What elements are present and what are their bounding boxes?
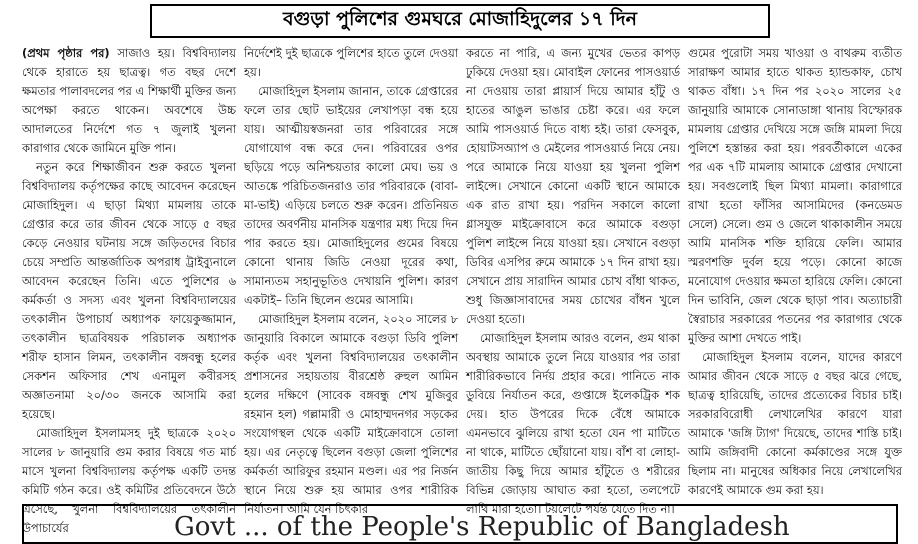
paragraph: মোজাহিদুল ইসলাম বলেন, যাদের কারণে আমার জীবন থেকে সাড়ে ৫ বছর ঝরে গেছে, ছাত্রত্ব হারিয়েছি, তাদের প্রত্যেকের বিচার চাই। সরকারবিরোধী লেখালেখির কারণে যারা আমাকে 'জঙ্গি ট্যাগ' দিয়েছে, তাদের শাস্তি চাই। আমি জঙ্গিবাদী কোনো কর্মকাণ্ডের সঙ্গে যুক্ত ছিলাম না। মানুষের অধিকার নিয়ে লেখালেখির কারণেই আমাকে গুম করা হয়। xyxy=(688,350,902,497)
paragraph: নতুন করে শিক্ষাজীবন শুরু করতে খুলনা বিশ্ববিদ্যালয় কর্তৃপক্ষের কাছে আবেদন করেছেন মোজাহিদুল। এ ছাড়া মিথ্যা মামলায় তাকে গ্রেপ্তার করে তার জীবন থেকে সাড়ে ৫ বছর কেড়ে নেওয়ার ঘটনায় সঙ্গে জড়িতদের বিচার চেয়ে সম্প্রতি আন্তর্জাতিক অপরাধ ট্রাইব্যুনালে আবেদন করেছেন তিনি। এতে পুলিশের ৬ কর্মকর্তা ও সদস্য এবং খুলনা বিশ্ববিদ্যালয়ের তৎকালীন উপাচার্য অধ্যাপক ফায়েকুজ্জামান, তৎকালীন ছাত্রবিষয়ক পরিচালক অধ্যাপক শরীফ হাসান লিমন, তৎকালীন বঙ্গবন্ধু হলের সেকশন অফিসার শেখ এনামুল কবীরসহ অজ্ঞাতনামা ২০/৩০ জনকে আসামি করা হয়েছে। xyxy=(22,160,236,421)
footer-text: Govt ... of the People's Republic of Bangladesh xyxy=(174,512,790,542)
paragraph: নির্দেশেই দুই ছাত্রকে পুলিশের হাতে তুলে দেওয়া হয়। xyxy=(244,46,458,79)
paragraph: গুমের পুরোটা সময় খাওয়া ও বাথরুম ব্যতীত সারাক্ষণ আমার হাতে থাকত হ্যান্ডকাফ, চোখ থাকত বাঁধা। ১৭ দিন পর ২০২০ সালের ২৫ জানুয়ারি আমাকে সোনাডাঙ্গা থানায় বিস্ফোরক মামলায় গ্রেপ্তার দেখিয়ে সঙ্গে জঙ্গি মামলা দিয়ে পুলিশে হস্তান্তর করা হয়। পরবর্তীকালে একের পর এক ৭টি মামলায় আমাকে গ্রেপ্তার দেখানো হয়। সবগুলোই ছিল মিথ্যা মামলা। কারাগারে রাখা হতো ফাঁসির আসামিদের (কনডেমড সেলে) সেলে। গুম ও জেলে থাকাকালীন সময়ে আমি মানসিক শক্তি হারিয়ে ফেলি। আমার স্মরণশক্তি দুর্বল হয়ে পড়ে। কোনো কাজে মনোযোগ দেওয়ার ক্ষমতা হারিয়ে ফেলি। কোনো দিন ভাবিনি, জেল থেকে ছাড়া পাব। অত্যাচারী স্বৈরাচার সরকারের পতনের পর কারাগার থেকে মুক্তির আশা দেখতে পাই। xyxy=(688,46,902,345)
continuation-label: (প্রথম পৃষ্ঠার পর) xyxy=(22,46,110,60)
column-3 xyxy=(466,44,680,516)
paragraph xyxy=(22,44,236,158)
paragraph: মোজাহিদুল ইসলামসহ দুই ছাত্রকে ২০২০ সালের ৮ জানুয়ারি গুম করার বিষয়ে গত মার্চ মাসে খুলনা বিশ্ববিদ্যালয় কর্তৃপক্ষ একটি তদন্ত কমিটি গঠন করে। ওই কমিটির প্রতিবেদনে উঠে এসেছে, খুলনা বিশ্ববিদ্যালয়ের তৎকালীন উপাচার্যের xyxy=(22,426,236,535)
column-1 xyxy=(22,44,236,535)
paragraph-text: সাজাও হয়। বিশ্ববিদ্যালয় থেকে হারাতে হয় ছাত্রত্ব। গত বছর দেশে ক্ষমতার পালাবদলের পর এ শিক্ষার্থী মুক্তির জন্য অপেক্ষা করতে থাকেন। অবশেষে উচ্চ আদালতের নির্দেশে গত ৭ জুলাই খুলনা কারাগার থেকে জামিনে মুক্তি পান। xyxy=(22,46,236,155)
column-4 xyxy=(688,44,902,496)
paragraph: মোজাহিদুল ইসলাম বলেন, ২০২০ সালের ৮ জানুয়ারি বিকালে আমাকে বগুড়া ডিবি পুলিশ কর্তৃক এবং খুলনা বিশ্ববিদ্যালয়ের তৎকালীন প্রশাসনের সহায়তায় বীরশ্রেষ্ঠ রুহুল আমিন হলের দক্ষিণে (সাবেক বঙ্গবন্ধু শেখ মুজিবুর রহমান হল) গল্লামারী ও মোহাম্মদনগর সড়কের সংযোগস্থল থেকে একটি মাইক্রোবাসে তোলা হয়। এর নেতৃত্বে ছিলেন বগুড়া জেলা পুলিশের কর্মকর্তা আরিফুর রহমান মণ্ডল। এর পর নির্জন স্থানে নিয়ে শুরু হয় আমার ওপর শারীরিক নির্যাতন। আমি যেন চিৎকার xyxy=(244,312,458,516)
paragraph: মোজাহিদুল ইসলাম আরও বলেন, গুম থাকা অবস্থায় আমাকে তুলে নিয়ে যাওয়ার পর তারা শারীরিকভাবে নির্দয় প্রহার করে। পানিতে নাক ডুবিয়ে নির্যাতন করে, গুপ্তাঙ্গে ইলেকট্রিক শক দেয়। হাত উপরের দিকে বেঁধে আমাকে এমনভাবে ঝুলিয়ে রাখা হতো যেন পা মাটিতে না থাকে, মাটিতে ছোঁয়ানো যায়। বাঁশ বা লোহা-জাতীয় কিছু দিয়ে আমার হাঁটুতে ও শরীরের বিভিন্ন জোড়ায় আঘাত করা হতো, তলপেটে লাথি মারা হতো। টয়লেটে পর্যন্ত যেতে দিত না। xyxy=(466,331,680,516)
footer-banner xyxy=(22,504,898,544)
paragraph: করতে না পারি, এ জন্য মুখের ভেতর কাপড় ঢুকিয়ে দেওয়া হয়। মোবাইল ফোনের পাসওয়ার্ড না দেওয়ায় তারা প্লায়ার্স দিয়ে আমার হাঁটু ও হাতের আঙুল ভাঙার চেষ্টা করে। এর ফলে আমি পাসওয়ার্ড দিতে বাধ্য হই। তারা ফেসবুক, হোয়াটসঅ্যাপ ও মেইলের পাসওয়ার্ড নিয়ে নেয়। পরে আমাকে নিয়ে যাওয়া হয় খুলনা পুলিশ লাইন্সে। সেখানে কোনো একটি স্থানে আমাকে এক রাত রাখা হয়। পরদিন সকালে কালো গ্লাসযুক্ত মাইক্রোবাসে করে আমাকে বগুড়া পুলিশ লাইন্সে নিয়ে যাওয়া হয়। সেখানে বগুড়া ডিবির এসপির রুমে আমাকে ১৭ দিন রাখা হয়। সেখানে প্রায় সারাদিন আমার চোখ বাঁধা থাকত, শুধু জিজ্ঞাসাবাদের সময় চোখের বাঁধন খুলে দেওয়া হতো। xyxy=(466,46,680,326)
headline-box xyxy=(150,4,770,38)
headline: বগুড়া পুলিশের গুমঘরে মোজাহিদুলের ১৭ দিন xyxy=(283,8,637,30)
column-2 xyxy=(244,44,458,516)
paragraph: মোজাহিদুল ইসলাম জানান, তাকে গ্রেপ্তারের ফলে তার ছোট ভাইয়ের লেখাপড়া বন্ধ হয়ে যায়। আত্মীয়স্বজনরা তার পরিবারের সঙ্গে যোগাযোগ বন্ধ করে দেন। পরিবারের ওপর ছড়িয়ে পড়ে অনিশ্চয়তার কালো মেঘ। ভয় ও আতঙ্কে পরিচিতজনরাও তার পরিবারকে (বাবা-মা-ভাই) এড়িয়ে চলতে শুরু করেন। প্রতিনিয়ত তাদের অবর্ণনীয় মানসিক যন্ত্রণার মধ্য দিয়ে দিন পার করতে হয়। মোজাহিদুলের গুমের বিষয়ে কোনো থানায় জিডি নেওয়া দূরের কথা, সামান্যতম সহানুভূতিও দেখায়নি পুলিশ। কারণ একটাই– তিনি ছিলেন গুমের আসামি। xyxy=(244,84,458,307)
